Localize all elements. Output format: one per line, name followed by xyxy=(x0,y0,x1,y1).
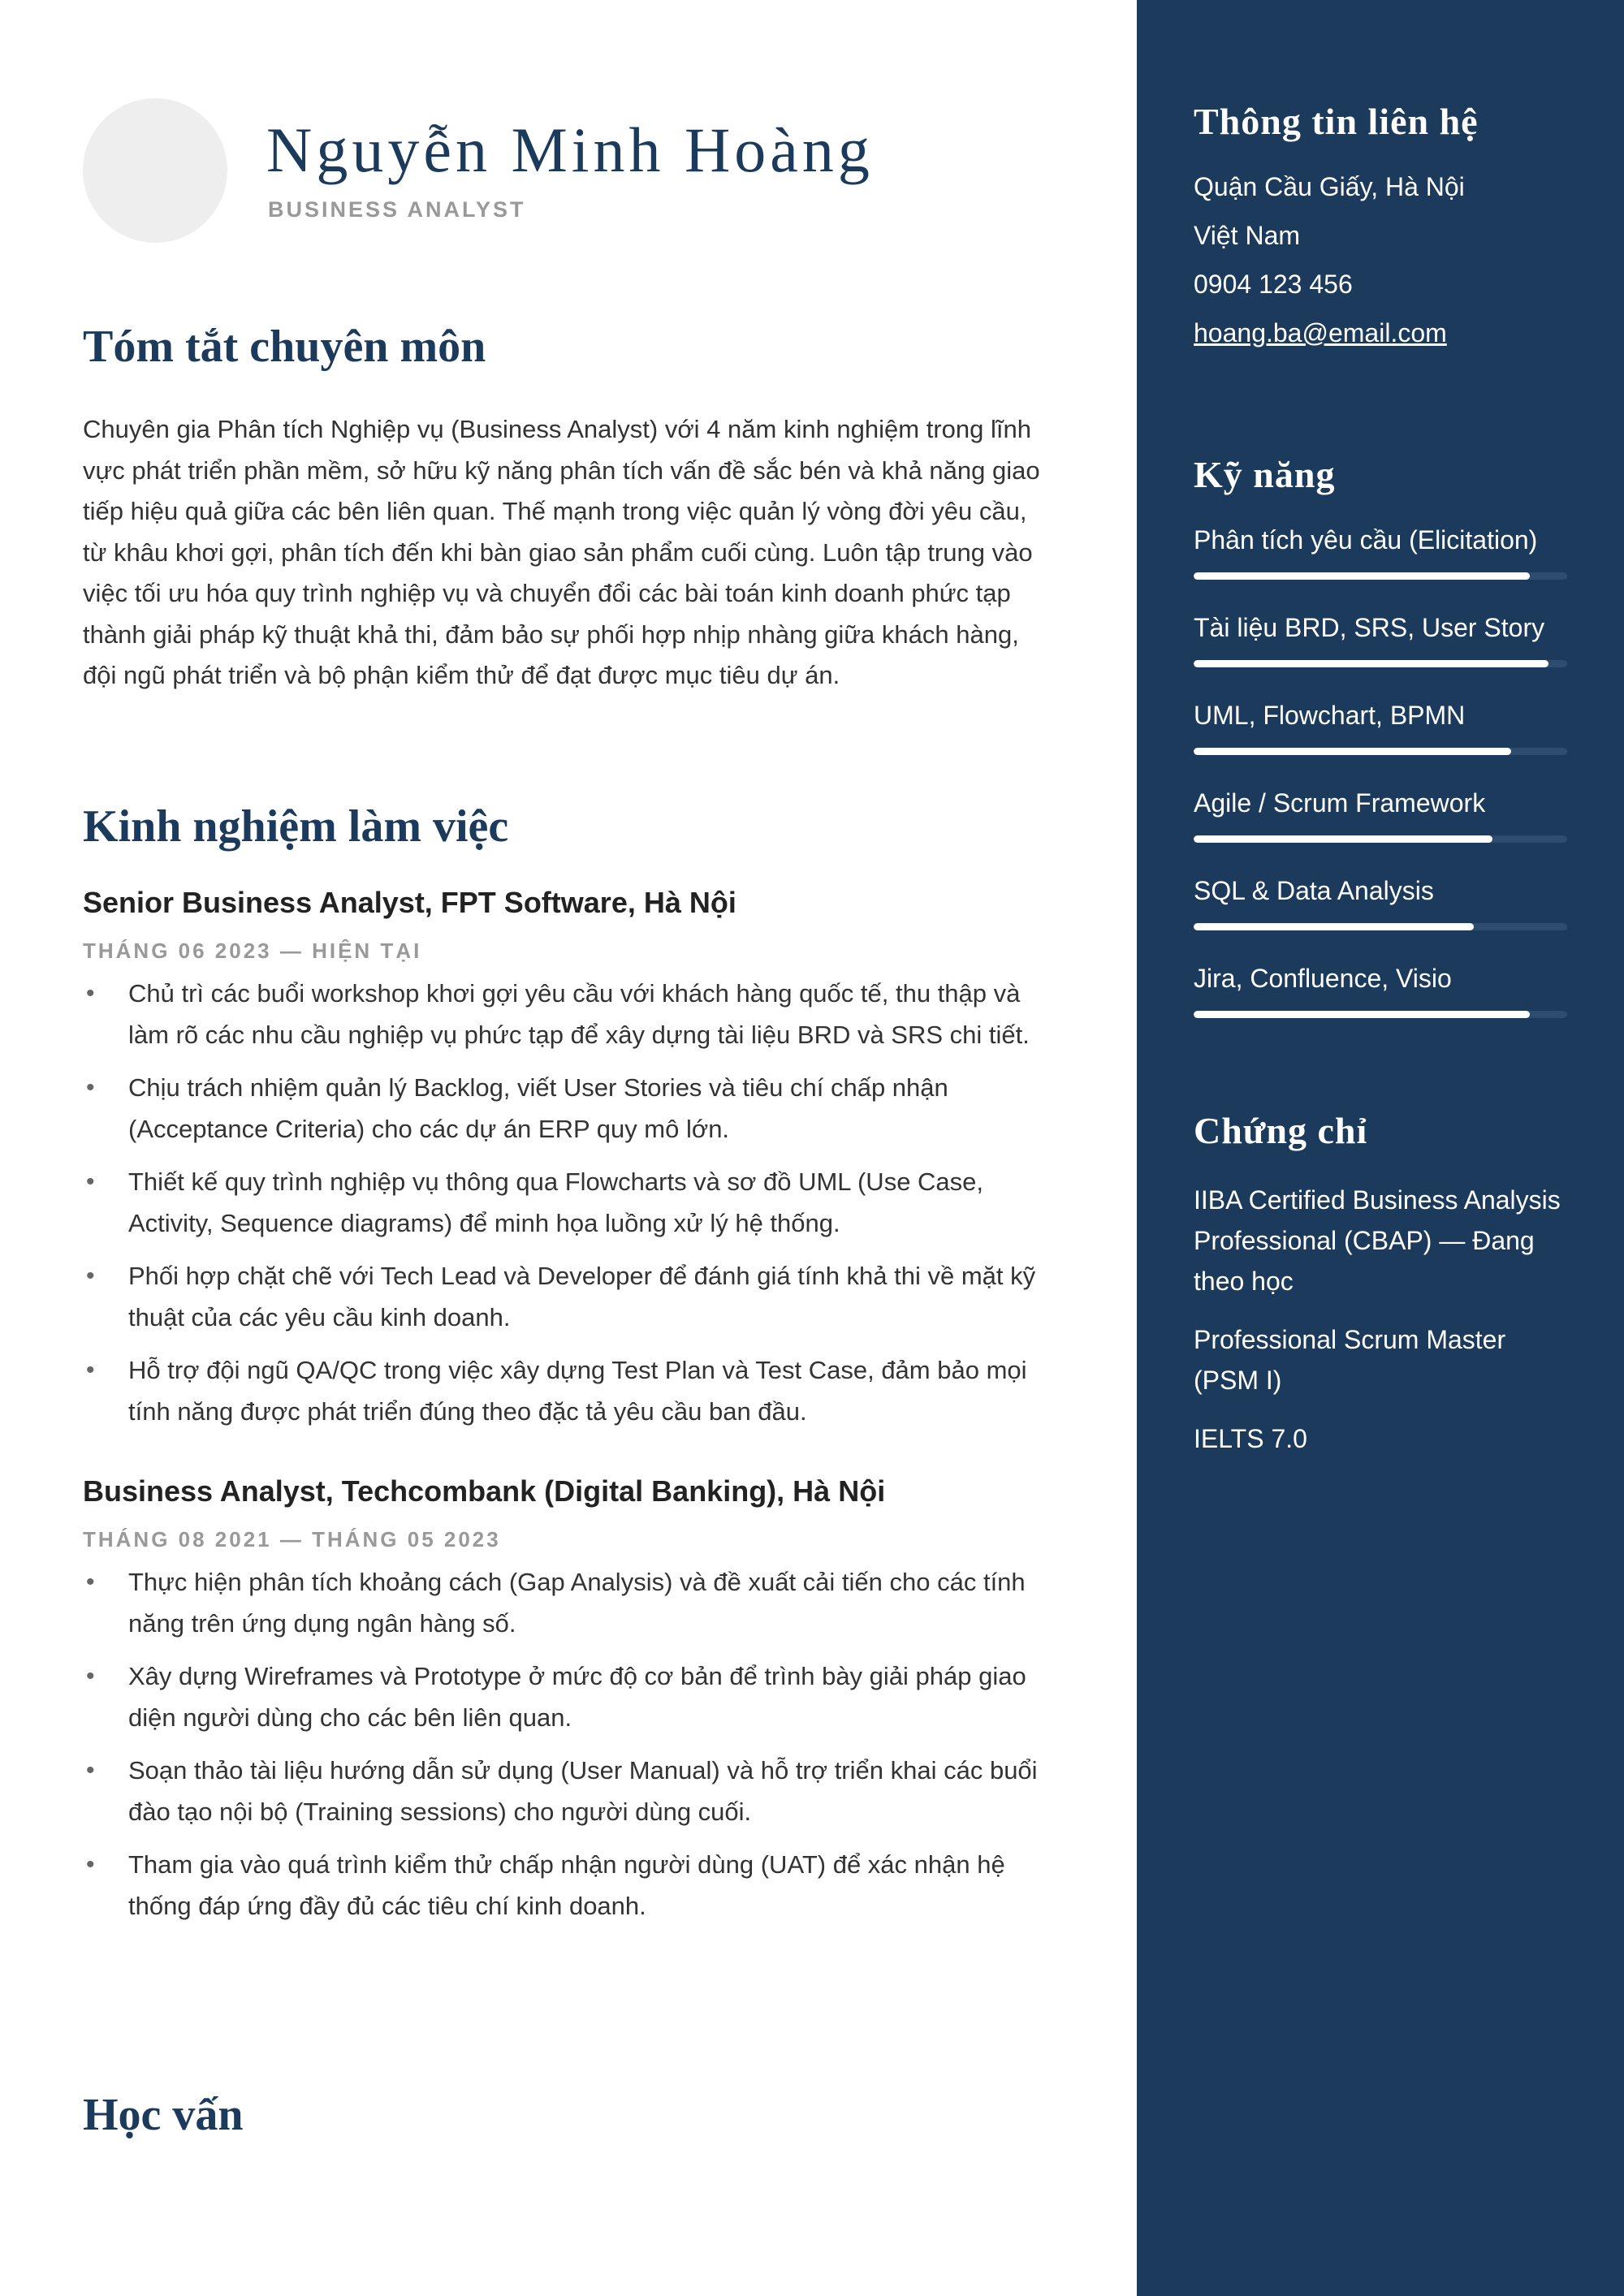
skill-bar xyxy=(1194,1011,1567,1018)
skill-item xyxy=(1194,691,1567,779)
skills-list xyxy=(1194,516,1567,1042)
list-item: • Hỗ trợ đội ngũ QA/QC trong việc xây dựng Test Plan và Test Case, đảm bảo mọi tính năng được phát triển đúng theo đặc tả yêu cầu ban đầu. xyxy=(83,1350,1049,1432)
list-item: • Thiết kế quy trình nghiệp vụ thông qua Flowcharts và sơ đồ UML (Use Case, Activity, Sequence diagrams) để minh họa luồng xử lý hệ thống. xyxy=(83,1162,1049,1244)
list-item: • Phối hợp chặt chẽ với Tech Lead và Developer để đánh giá tính khả thi về mặt kỹ thuật của các yêu cầu kinh doanh. xyxy=(83,1256,1049,1338)
skill-item xyxy=(1194,603,1567,691)
summary-text: Chuyên gia Phân tích Nghiệp vụ (Business Analyst) với 4 năm kinh nghiệm trong lĩnh vực phát triển phần mềm, sở hữu kỹ năng phân tích vấn đề sắc bén và khả năng giao tiếp hiệu quả giữa các bên liên quan. Thế mạnh trong việc quản lý vòng đời yêu cầu, từ khâu khơi gợi, phân tích đến khi bàn giao sản phẩm cuối cùng. Luôn tập trung vào việc tối ưu hóa quy trình nghiệp vụ và chuyển đổi các bài toán kinh doanh phức tạp thành giải pháp kỹ thuật khả thi, đảm bảo sự phối hợp nhịp nhàng giữa khách hàng, đội ngũ phát triển và bộ phận kiểm thử để đạt được mục tiêu dự án. xyxy=(83,415,1040,689)
contact-section xyxy=(1194,97,1567,357)
summary-section xyxy=(83,318,1049,697)
skill-bar-fill xyxy=(1194,835,1492,843)
skill-label: Jira, Confluence, Visio xyxy=(1194,964,1452,993)
contact-email-link[interactable]: hoang.ba@email.com xyxy=(1194,318,1447,347)
certificate-item: Professional Scrum Master (PSM I) xyxy=(1194,1325,1506,1395)
skill-label: Agile / Scrum Framework xyxy=(1194,788,1486,818)
sidebar xyxy=(1137,0,1624,2296)
contact-phone: 0904 123 456 xyxy=(1194,270,1353,299)
job-responsibilities xyxy=(83,973,1049,1432)
skill-bar-fill xyxy=(1194,923,1474,930)
job-date: THÁNG 06 2023 — HIỆN TẠI xyxy=(83,939,422,963)
list-item: • Chịu trách nhiệm quản lý Backlog, viết User Stories và tiêu chí chấp nhận (Acceptance Criteria) cho các dự án ERP quy mô lớn. xyxy=(83,1068,1049,1150)
job-date: THÁNG 08 2021 — THÁNG 05 2023 xyxy=(83,1527,501,1552)
certificates-section xyxy=(1194,1107,1567,1477)
skill-bar xyxy=(1194,660,1567,667)
skill-bar-fill xyxy=(1194,572,1530,580)
skill-bar-fill xyxy=(1194,748,1511,755)
list-item: • Xây dựng Wireframes và Prototype ở mức độ cơ bản để trình bày giải pháp giao diện người dùng cho các bên liên quan. xyxy=(83,1656,1049,1738)
avatar xyxy=(83,98,227,243)
skill-bar xyxy=(1194,572,1567,580)
job-entry xyxy=(83,1471,1049,1927)
skill-bar xyxy=(1194,835,1567,843)
skill-bar xyxy=(1194,923,1567,930)
contact-country: Việt Nam xyxy=(1194,221,1301,250)
education-heading: Học vấn xyxy=(83,2090,244,2140)
skill-label: UML, Flowchart, BPMN xyxy=(1194,701,1466,730)
list-item: • Tham gia vào quá trình kiểm thử chấp nhận người dùng (UAT) để xác nhận hệ thống đáp ứng đầy đủ các tiêu chí kinh doanh. xyxy=(83,1845,1049,1927)
skill-bar-fill xyxy=(1194,1011,1530,1018)
skills-heading: Kỹ năng xyxy=(1194,454,1336,495)
experience-section xyxy=(83,798,1049,1939)
skill-bar xyxy=(1194,748,1567,755)
list-item: • Soạn thảo tài liệu hướng dẫn sử dụng (User Manual) và hỗ trợ triển khai các buổi đào tạo nội bộ (Training sessions) cho người dùng cuối. xyxy=(83,1750,1049,1832)
skill-bar-fill xyxy=(1194,660,1548,667)
certificate-item: IELTS 7.0 xyxy=(1194,1424,1307,1453)
skill-label: SQL & Data Analysis xyxy=(1194,876,1434,905)
candidate-name: Nguyễn Minh Hoàng xyxy=(266,114,874,185)
certificates-heading: Chứng chỉ xyxy=(1194,1110,1368,1151)
list-item: • Chủ trì các buổi workshop khơi gợi yêu cầu với khách hàng quốc tế, thu thập và làm rõ các nhu cầu nghiệp vụ phức tạp để xây dựng tài liệu BRD và SRS chi tiết. xyxy=(83,973,1049,1055)
skill-label: Tài liệu BRD, SRS, User Story xyxy=(1194,613,1545,642)
job-entry xyxy=(83,883,1049,1432)
skill-item xyxy=(1194,779,1567,866)
skill-label: Phân tích yêu cầu (Elicitation) xyxy=(1194,525,1538,555)
list-item: • Thực hiện phân tích khoảng cách (Gap Analysis) và đề xuất cải tiến cho các tính năng trên ứng dụng ngân hàng số. xyxy=(83,1562,1049,1644)
skill-item xyxy=(1194,516,1567,603)
summary-heading: Tóm tắt chuyên môn xyxy=(83,322,486,372)
job-title: Senior Business Analyst, FPT Software, Hà Nội xyxy=(83,886,736,919)
job-title: Business Analyst, Techcombank (Digital Banking), Hà Nội xyxy=(83,1474,886,1508)
skill-item xyxy=(1194,954,1567,1042)
job-responsibilities xyxy=(83,1562,1049,1927)
contact-heading: Thông tin liên hệ xyxy=(1194,101,1479,142)
skills-section xyxy=(1194,451,1567,1042)
candidate-role: BUSINESS ANALYST xyxy=(268,197,526,222)
contact-address: Quận Cầu Giấy, Hà Nội xyxy=(1194,172,1465,201)
certificate-item: IIBA Certified Business Analysis Professional (CBAP) — Đang theo học xyxy=(1194,1185,1561,1296)
experience-heading: Kinh nghiệm làm việc xyxy=(83,801,509,852)
education-section xyxy=(83,2087,1049,2143)
skill-item xyxy=(1194,866,1567,954)
